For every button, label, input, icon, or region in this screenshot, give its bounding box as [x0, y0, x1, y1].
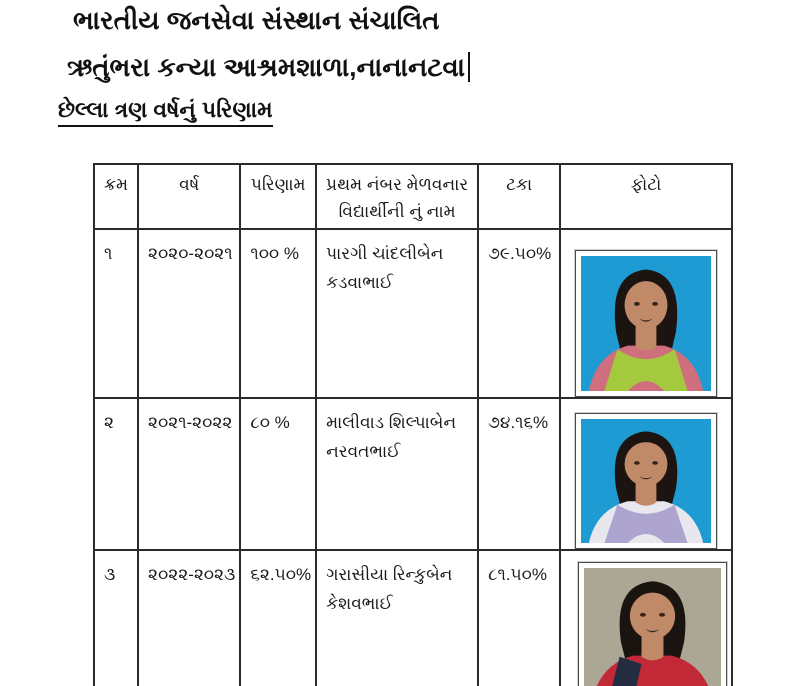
cell-serial: ૨ — [94, 398, 138, 550]
school-title: ઋતુંભરા કન્યા આશ્રમશાળા,નાનાનટવા — [67, 52, 466, 82]
cell-student-name: માલીવાડ શિલ્પાબેન નરવતભાઈ — [316, 398, 478, 550]
text-cursor — [468, 52, 470, 82]
school-title-line — [67, 52, 470, 84]
cell-photo — [560, 550, 732, 686]
col-header-percentage: ટકા — [478, 164, 560, 229]
col-header-serial: ક્રમ — [94, 164, 138, 229]
col-header-result: પરિણામ — [240, 164, 316, 229]
student-photo — [578, 562, 727, 686]
org-title: ભારતીય જનસેવા સંસ્થાન સંચાલિત — [73, 5, 440, 35]
cell-result: ૧૦૦ % — [240, 229, 316, 398]
table-row — [94, 550, 732, 686]
results-table — [93, 163, 733, 686]
cell-percentage: ૮૧.૫૦% — [478, 550, 560, 686]
cell-result: ૬૨.૫૦% — [240, 550, 316, 686]
table-row — [94, 398, 732, 550]
cell-student-name: પારગી ચાંદલીબેન કડવાભાઈ — [316, 229, 478, 398]
cell-photo — [560, 229, 732, 398]
cell-percentage: ૭૪.૧૬% — [478, 398, 560, 550]
table-header-row — [94, 164, 732, 229]
cell-percentage: ૭૯.૫૦% — [478, 229, 560, 398]
col-header-photo: ફોટો — [560, 164, 732, 229]
section-heading: છેલ્લા ત્રણ વર્ષનું પરિણામ — [58, 97, 273, 127]
col-header-year: વર્ષ — [138, 164, 240, 229]
table-row — [94, 229, 732, 398]
cell-photo — [560, 398, 732, 550]
cell-serial: ૩ — [94, 550, 138, 686]
cell-serial: ૧ — [94, 229, 138, 398]
cell-year: ૨૦૨૧-૨૦૨૨ — [138, 398, 240, 550]
student-photo — [575, 413, 717, 549]
student-photo — [575, 250, 717, 397]
col-header-student: પ્રથમ નંબર મેળવનાર વિદ્યાર્થીની નું નામ — [316, 164, 478, 229]
cell-student-name: ગરાસીયા રિન્કુબેન કેશવભાઈ — [316, 550, 478, 686]
cell-year: ૨૦૨૦-૨૦૨૧ — [138, 229, 240, 398]
cell-year: ૨૦૨૨-૨૦૨૩ — [138, 550, 240, 686]
cell-result: ૮૦ % — [240, 398, 316, 550]
